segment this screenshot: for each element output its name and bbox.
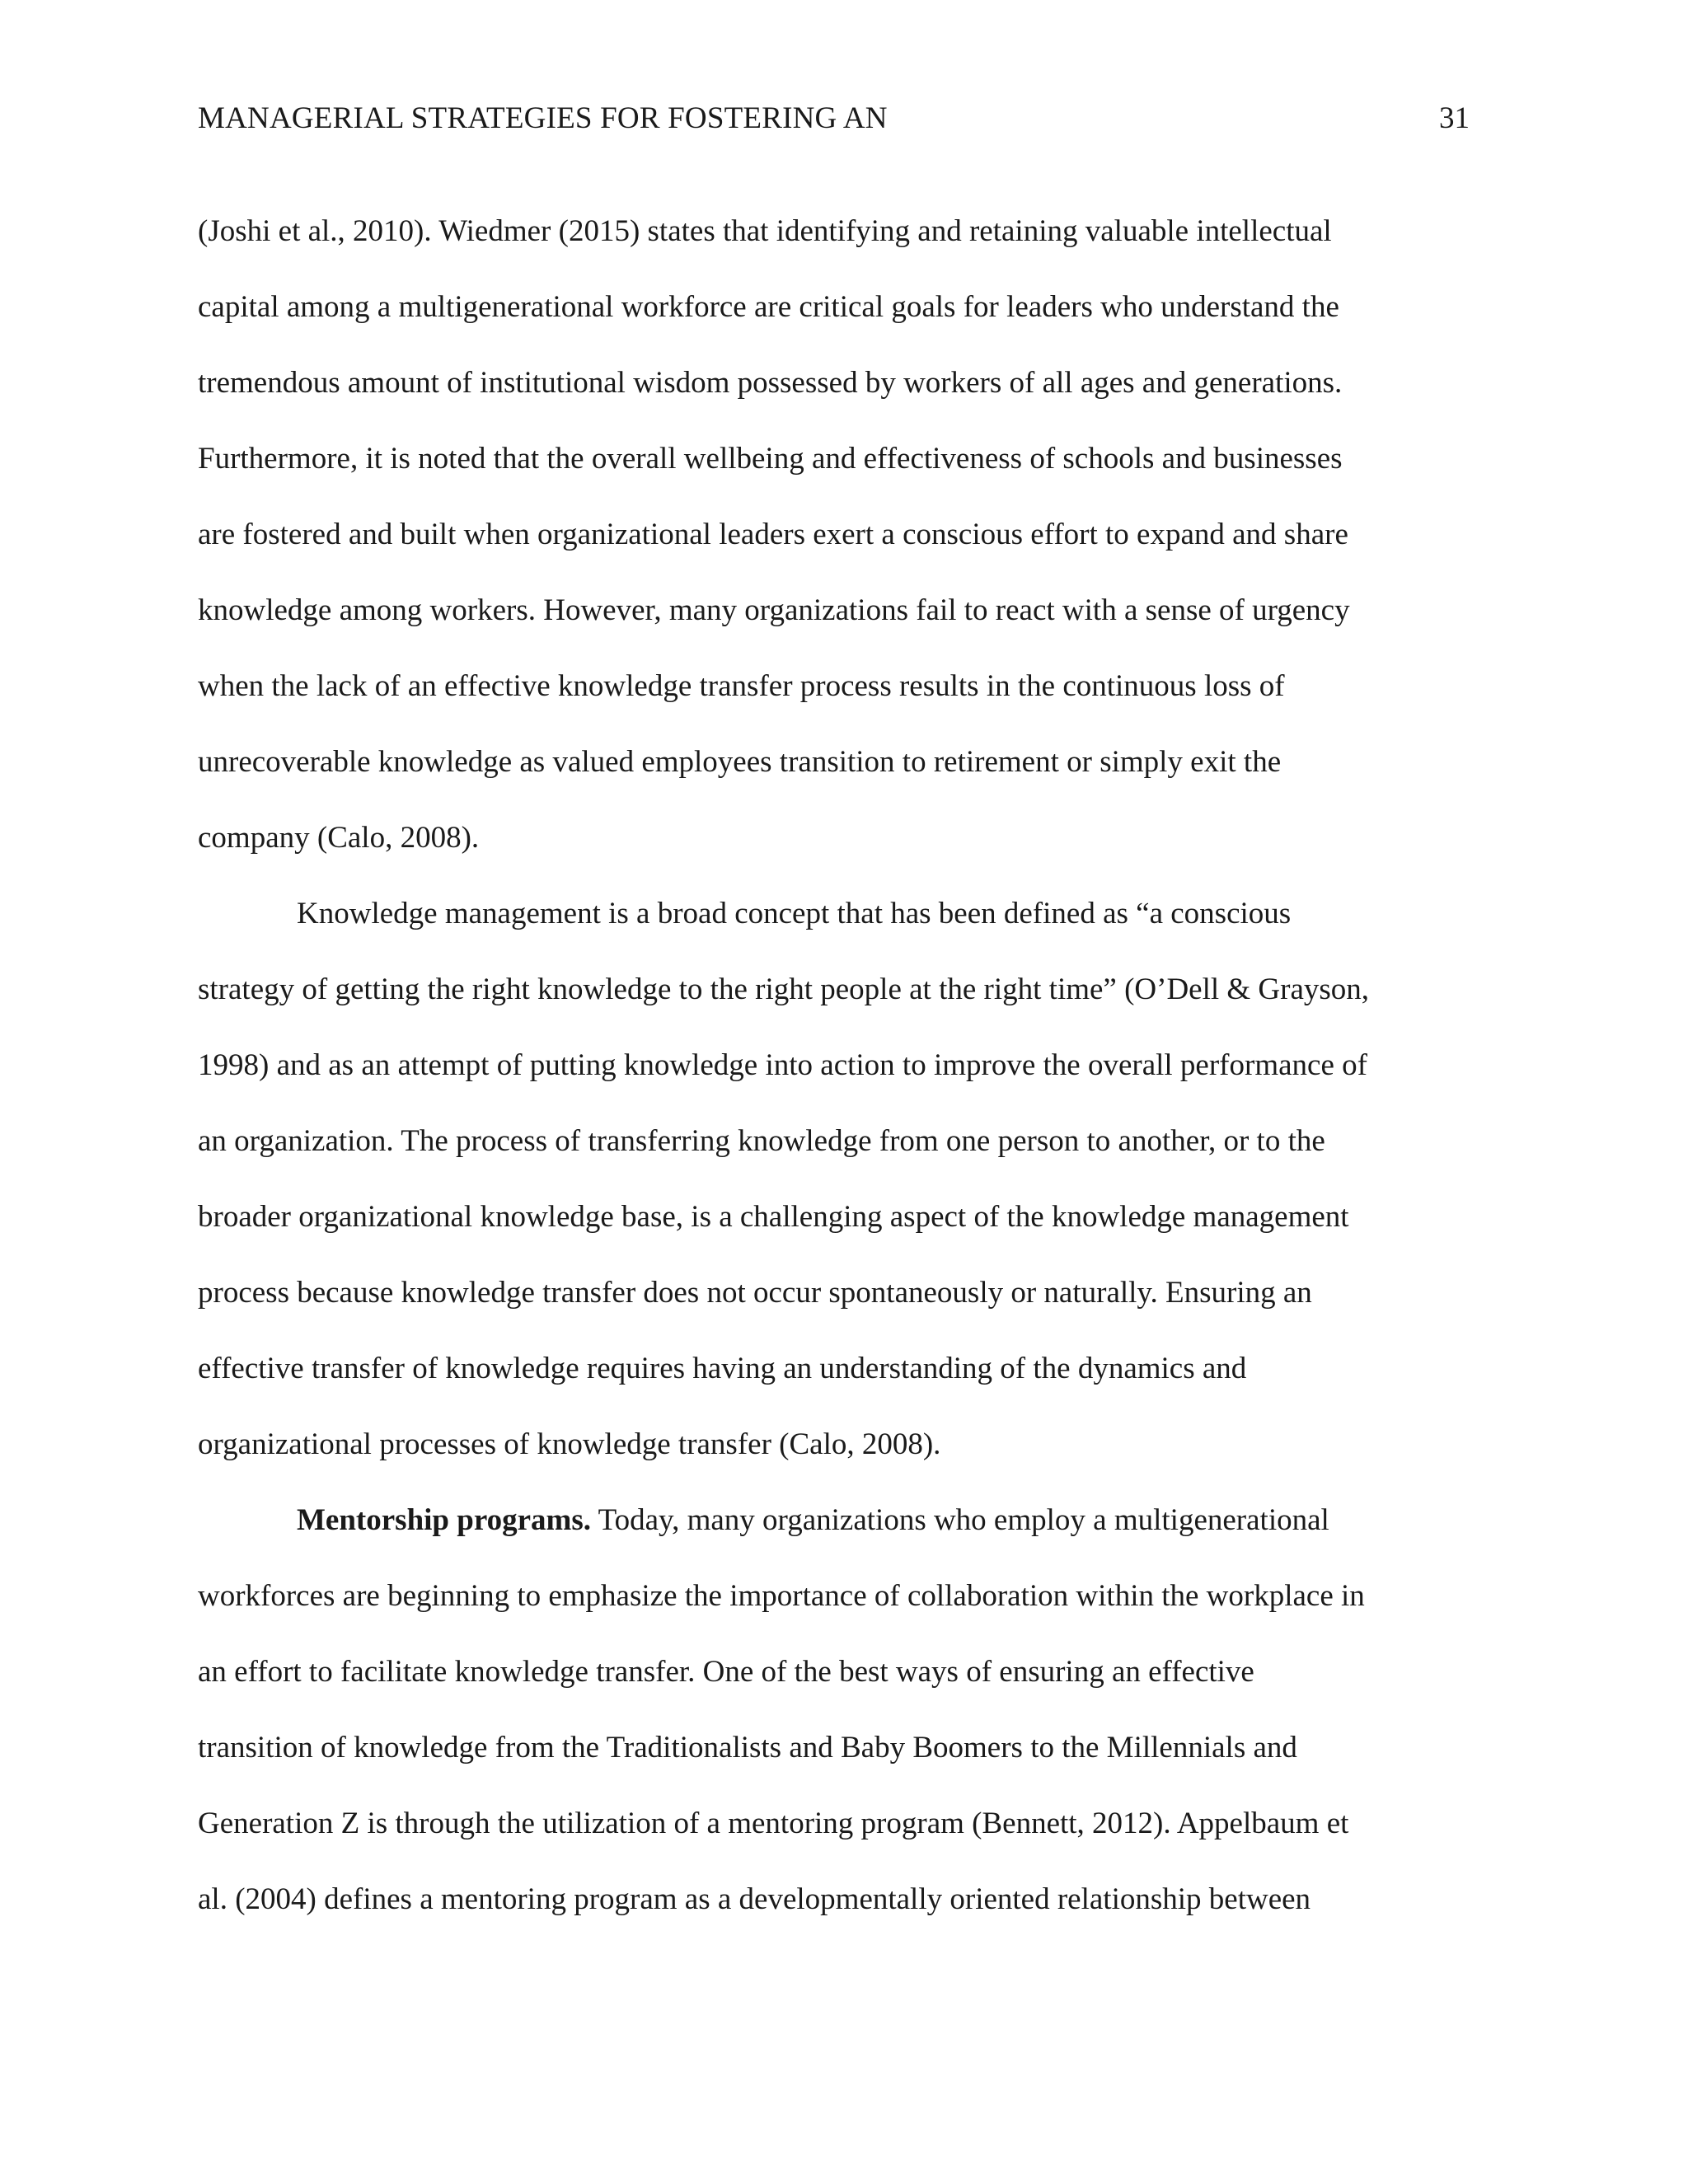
text-line: effective transfer of knowledge requires having an understanding of the dynamics and	[198, 1352, 1247, 1385]
paragraph-2	[198, 876, 1471, 1483]
text-line: knowledge among workers. However, many organizations fail to react with a sense of urgency	[198, 593, 1350, 627]
text-line: Furthermore, it is noted that the overall wellbeing and effectiveness of schools and businesses	[198, 442, 1343, 476]
section-heading: Mentorship programs.	[297, 1503, 591, 1537]
text-line: 1998) and as an attempt of putting knowledge into action to improve the overall performance of	[198, 1048, 1367, 1082]
text-line: an effort to facilitate knowledge transfer. One of the best ways of ensuring an effective	[198, 1655, 1254, 1689]
text-line	[198, 1483, 1471, 1558]
text-line: Generation Z is through the utilization of a mentoring program (Bennett, 2012). Appelbaum et	[198, 1807, 1349, 1840]
text-line: are fostered and built when organizational leaders exert a conscious effort to expand and share	[198, 518, 1348, 551]
heading-line-text: Today, many organizations who employ a multigenerational	[590, 1503, 1329, 1537]
text-line: workforces are beginning to emphasize the importance of collaboration within the workplace in	[198, 1579, 1365, 1613]
page-number: 31	[1439, 101, 1470, 135]
paragraph-3	[198, 1483, 1471, 1938]
body-text	[198, 194, 1471, 1938]
text-line: tremendous amount of institutional wisdom possessed by workers of all ages and generations.	[198, 366, 1343, 400]
running-head: MANAGERIAL STRATEGIES FOR FOSTERING AN	[198, 101, 888, 135]
text-line: (Joshi et al., 2010). Wiedmer (2015) states that identifying and retaining valuable intellectual	[198, 214, 1332, 248]
text-line: company (Calo, 2008).	[198, 821, 480, 855]
text-line: strategy of getting the right knowledge to the right people at the right time” (O’Dell & Grayson,	[198, 972, 1370, 1006]
text-line: organizational processes of knowledge transfer (Calo, 2008).	[198, 1427, 941, 1461]
text-line: Knowledge management is a broad concept that has been defined as “a conscious	[297, 897, 1292, 930]
text-line: unrecoverable knowledge as valued employees transition to retirement or simply exit the	[198, 745, 1282, 779]
text-line: al. (2004) defines a mentoring program as a developmentally oriented relationship between	[198, 1882, 1311, 1916]
text-line: transition of knowledge from the Traditionalists and Baby Boomers to the Millennials and	[198, 1731, 1297, 1765]
paragraph-1	[198, 194, 1471, 876]
text-line: process because knowledge transfer does not occur spontaneously or naturally. Ensuring an	[198, 1276, 1312, 1310]
text-line: an organization. The process of transferring knowledge from one person to another, or to the	[198, 1124, 1325, 1158]
text-line: broader organizational knowledge base, is a challenging aspect of the knowledge management	[198, 1200, 1349, 1234]
text-line: when the lack of an effective knowledge transfer process results in the continuous loss of	[198, 669, 1285, 703]
text-line: capital among a multigenerational workforce are critical goals for leaders who understand the	[198, 290, 1339, 324]
